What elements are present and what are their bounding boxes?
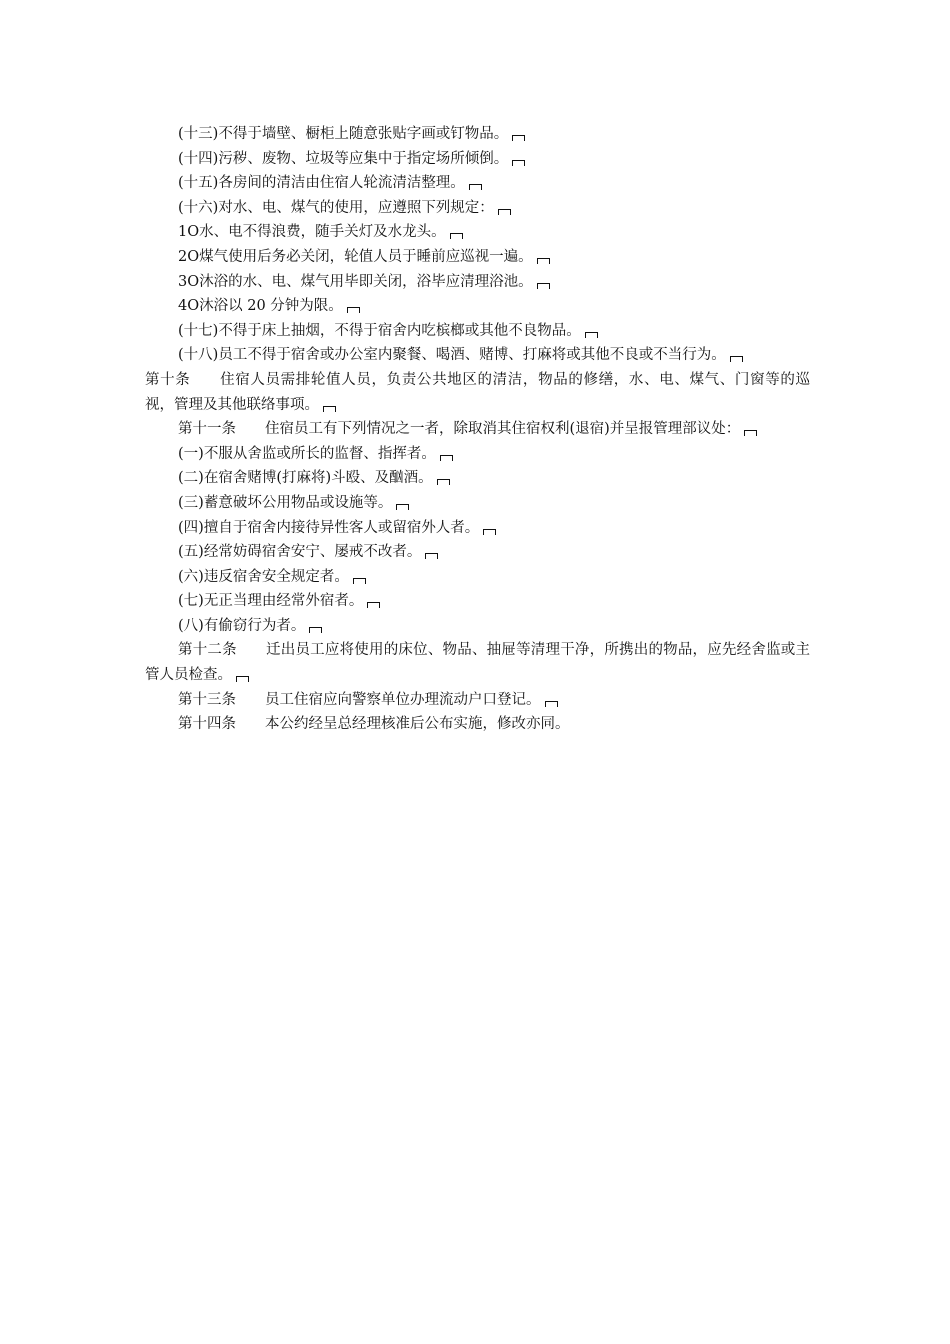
paragraph-mark-icon: [323, 406, 336, 412]
paragraph-mark-icon: [396, 504, 409, 510]
article-11-item-5: [145, 540, 810, 565]
paragraph-mark-icon: [512, 135, 525, 141]
paragraph-mark-icon: [425, 553, 438, 559]
rule-line-15: [145, 171, 810, 196]
article-11-item-2: [145, 466, 810, 491]
line-text: (四)擅自于宿舍内接待异性客人或留宿外人者。: [178, 519, 480, 536]
line-text: (三)蓄意破坏公用物品或设施等。: [178, 494, 393, 511]
rule-line-16: [145, 196, 810, 221]
paragraph-mark-icon: [440, 455, 453, 461]
paragraph-mark-icon: [353, 578, 366, 584]
line-text: 2O煤气使用后务必关闭，轮值人员于睡前应巡视一遍。: [178, 248, 533, 265]
article-text: 员工住宿应向警察单位办理流动户口登记。: [265, 691, 541, 708]
article-label: 第十二条: [178, 642, 237, 659]
article-11-item-1: [145, 442, 810, 467]
line-text: (十七)不得于床上抽烟，不得于宿舍内吃槟榔或其他不良物品。: [178, 322, 581, 339]
paragraph-mark-icon: [585, 332, 598, 338]
paragraph-mark-icon: [309, 627, 322, 633]
article-11-item-8: [145, 614, 810, 639]
line-text: 4O沐浴以 20 分钟为限。: [178, 298, 343, 315]
paragraph-mark-icon: [537, 258, 550, 264]
line-text: (一)不服从舍监或所长的监督、指挥者。: [178, 445, 436, 462]
paragraph-mark-icon: [347, 307, 360, 313]
paragraph-mark-icon: [730, 356, 743, 362]
line-text: (十四)污秽、废物、垃圾等应集中于指定场所倾倒。: [178, 150, 509, 167]
paragraph-mark-icon: [236, 676, 249, 682]
paragraph-mark-icon: [437, 479, 450, 485]
line-text: (十三)不得于墙壁、橱柜上随意张贴字画或钉物品。: [178, 126, 509, 142]
rule-line-13: [145, 122, 810, 147]
article-11-item-6: [145, 565, 810, 590]
article-label: 第十三条: [178, 691, 236, 708]
article-label: 第十条: [145, 371, 191, 388]
line-text: 1O水、电不得浪费，随手关灯及水龙头。: [178, 224, 446, 241]
line-text: (十六)对水、电、煤气的使用，应遵照下列规定：: [178, 199, 494, 216]
rule-line-16-3: [145, 270, 810, 295]
line-text: (五)经常妨碍宿舍安宁、屡戒不改者。: [178, 544, 422, 561]
line-text: (七)无正当理由经常外宿者。: [178, 593, 364, 610]
paragraph-mark-icon: [450, 233, 463, 239]
line-text: (十五)各房间的清洁由住宿人轮流清洁整理。: [178, 175, 465, 192]
paragraph-mark-icon: [545, 701, 558, 707]
rule-line-17: [145, 319, 810, 344]
paragraph-mark-icon: [483, 529, 496, 535]
article-11-item-4: [145, 516, 810, 541]
article-text: 住宿人员需排轮值人员，负责公共地区的清洁，物品的修缮，水、电、煤气、门窗等的巡视，管理及其他联络事项。: [145, 371, 811, 413]
paragraph-mark-icon: [469, 184, 482, 190]
article-10: [145, 368, 810, 417]
article-text: 住宿员工有下列情况之一者，除取消其住宿权利(退宿)并呈报管理部议处：: [265, 421, 741, 438]
line-text: 3O沐浴的水、电、煤气用毕即关闭，浴毕应清理浴池。: [178, 273, 533, 290]
article-13: [145, 688, 810, 713]
article-label: 第十一条: [178, 421, 236, 438]
article-label: 第十四条: [178, 716, 236, 733]
paragraph-mark-icon: [498, 209, 511, 215]
article-12: [145, 638, 810, 687]
rule-line-14: [145, 147, 810, 172]
line-text: (六)违反宿舍安全规定者。: [178, 568, 349, 585]
paragraph-mark-icon: [367, 602, 380, 608]
line-text: (十八)员工不得于宿舍或办公室内聚餐、喝酒、赌博、打麻将或其他不良或不当行为。: [178, 347, 726, 364]
article-text: 本公约经呈总经理核准后公布实施，修改亦同。: [265, 716, 570, 733]
paragraph-mark-icon: [537, 283, 550, 289]
document-body: [145, 122, 810, 737]
paragraph-mark-icon: [744, 430, 757, 436]
article-11-item-7: [145, 589, 810, 614]
article-14: [145, 712, 810, 737]
rule-line-16-1: [145, 220, 810, 245]
rule-line-18: [145, 343, 810, 368]
article-text: 迁出员工应将使用的床位、物品、抽屉等清理干净，所携出的物品，应先经舍监或主管人员检查。: [145, 642, 811, 684]
rule-line-16-2: [145, 245, 810, 270]
line-text: (二)在宿舍赌博(打麻将)斗殴、及酗酒。: [178, 470, 433, 487]
line-text: (八)有偷窃行为者。: [178, 617, 306, 634]
article-11: [145, 417, 810, 442]
paragraph-mark-icon: [512, 160, 525, 166]
rule-line-16-4: [145, 294, 810, 319]
article-11-item-3: [145, 491, 810, 516]
